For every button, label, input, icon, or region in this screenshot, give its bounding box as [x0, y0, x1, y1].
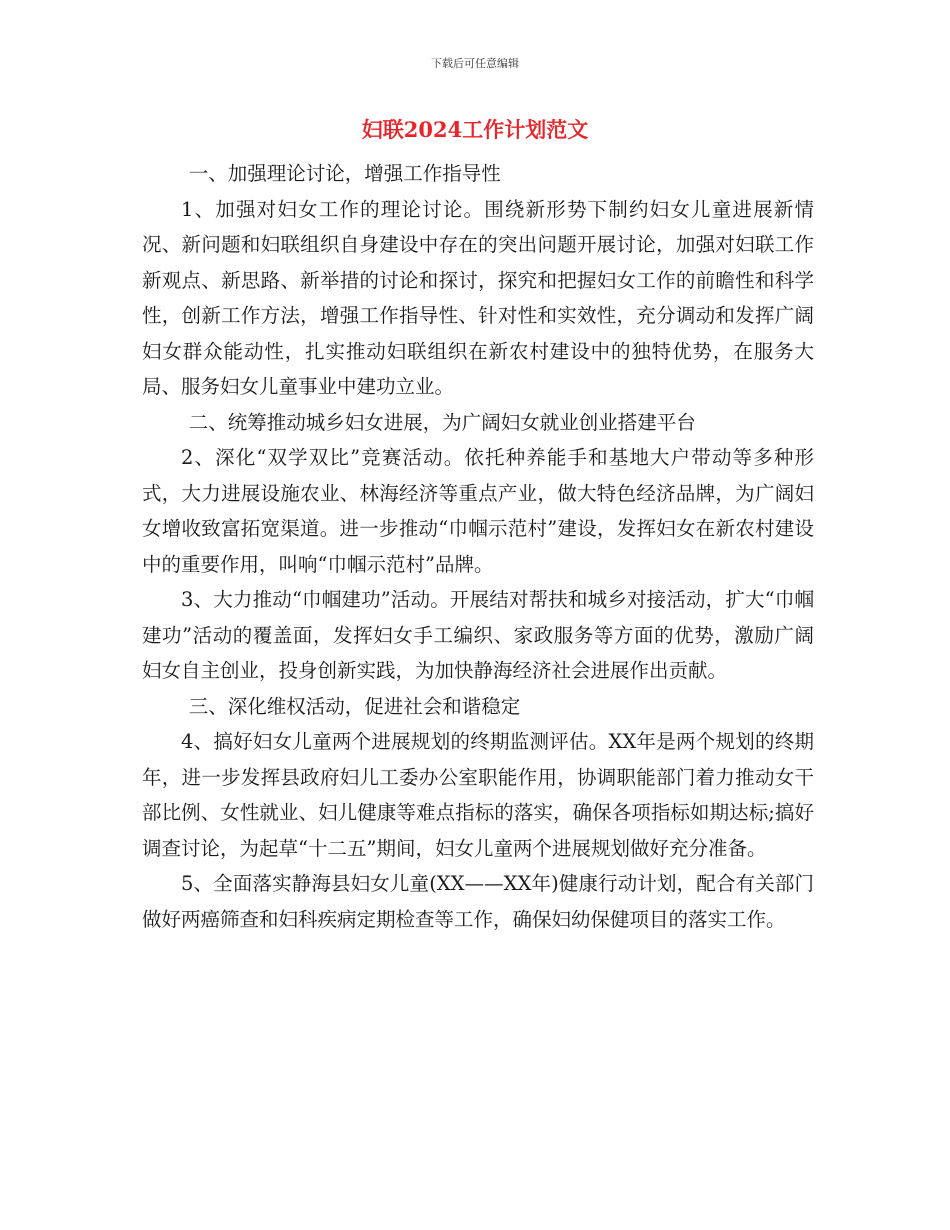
- page-header: 下载后可任意编辑: [431, 57, 519, 70]
- section-heading-3: 三、深化维权活动，促进社会和谐稳定: [188, 694, 521, 718]
- section-heading-1: 一、加强理论讨论，增强工作指导性: [188, 162, 501, 185]
- paragraph-1: 1、加强对妇女工作的理论讨论。围绕新形势下制约妇女儿童进展新情况、新问题和妇联组织自身建设中存在的突出问题开展讨论，加强对妇联工作新观点、新思路、新举措的讨论和探讨，探究和把握妇女工作的前瞻性和科学性，创新工作方法，增强工作指导性、针对性和实效性，充分调动和发挥广阔妇女群众能动性，扎实推动妇联组织在新农村建设中的独特优势，在服务大局、服务妇女儿童事业中建功立业。: [142, 197, 814, 398]
- document-title: 妇联2024工作计划范文: [361, 117, 589, 142]
- paragraph-3: 3、大力推动“巾帼建功”活动。开展结对帮扶和城乡对接活动，扩大“巾帼建功”活动的覆盖面，发挥妇女手工编织、家政服务等方面的优势，激励广阔妇女自主创业，投身创新实践，为加快静海经济社会进展作出贡献。: [142, 588, 814, 682]
- document-body: [142, 156, 814, 937]
- paragraph-4: 4、搞好妇女儿童两个进展规划的终期监测评估。XX年是两个规划的终期年，进一步发挥县政府妇儿工委办公室职能作用，协调职能部门着力推动女干部比例、女性就业、妇儿健康等难点指标的落实，确保各项指标如期达标;搞好调查讨论，为起草“十二五”期间，妇女儿童两个进展规划做好充分准备。: [142, 730, 814, 860]
- paragraph-2: 2、深化“双学双比”竞赛活动。依托种养能手和基地大户带动等多种形式，大力进展设施农业、林海经济等重点产业，做大特色经济品牌，为广阔妇女增收致富拓宽渠道。进一步推动“巾帼示范村”建设，发挥妇女在新农村建设中的重要作用，叫响“巾帼示范村”品牌。: [142, 446, 814, 576]
- paragraph-5: 5、全面落实静海县妇女儿童(XX——XX年)健康行动计划，配合有关部门做好两癌筛查和妇科疾病定期检查等工作，确保妇幼保健项目的落实工作。: [142, 872, 814, 931]
- section-heading-2: 二、统筹推动城乡妇女进展，为广阔妇女就业创业搭建平台: [188, 410, 696, 434]
